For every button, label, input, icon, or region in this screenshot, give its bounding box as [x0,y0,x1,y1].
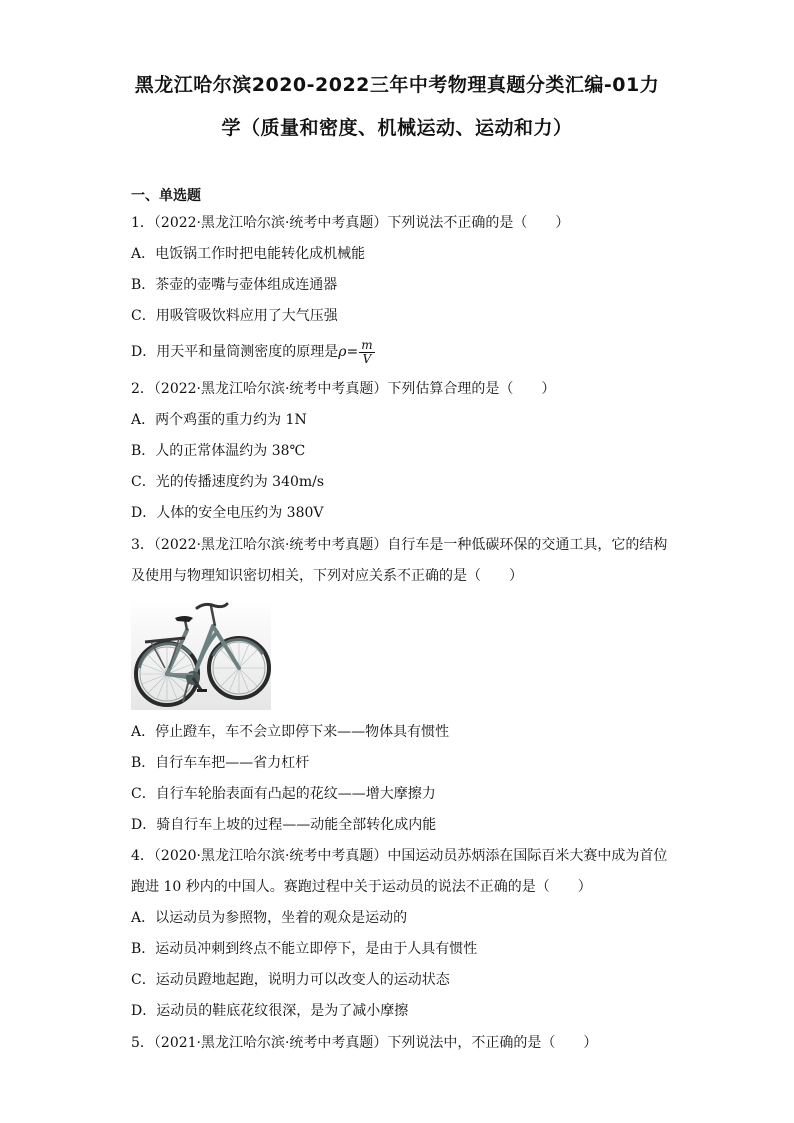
section-heading: 一、单选题 [131,188,201,204]
question-2-option-d: D．人体的安全电压约为 380V [131,505,324,521]
fraction-numerator: m [361,337,373,352]
question-3-stem-line1: 3．（2022·黑龙江哈尔滨·统考中考真题）自行车是一种低碳环保的交通工具，它的结构 [131,537,668,553]
bicycle-image [131,598,271,710]
question-5-stem: 5．（2021·黑龙江哈尔滨·统考中考真题）下列说法中，不正确的是（ ） [131,1035,598,1051]
question-2-option-c: C．光的传播速度约为 340m/s [131,474,325,490]
question-4-stem-line1: 4．（2020·黑龙江哈尔滨·统考中考真题）中国运动员苏炳添在国际百米大赛中成为首位 [131,848,668,864]
page-title-line2: 学（质量和密度、机械运动、运动和力） [221,117,573,139]
question-3-option-d: D．骑自行车上坡的过程——动能全部转化成内能 [131,817,437,833]
question-2-option-b: B．人的正常体温约为 38℃ [131,443,306,459]
question-4-option-c: C．运动员蹬地起跑，说明力可以改变人的运动状态 [131,972,450,988]
question-4-option-a: A．以运动员为参照物，坐着的观众是运动的 [131,910,408,926]
question-2-option-a: A．两个鸡蛋的重力约为 1N [131,412,307,428]
question-3-stem-line2: 及使用与物理知识密切相关，下列对应关系不正确的是（ ） [131,568,523,584]
question-1-option-a: A．电饭锅工作时把电能转化成机械能 [131,246,366,262]
fraction-denominator: V [362,351,372,366]
question-1-option-b: B．茶壶的壶嘴与壶体组成连通器 [131,277,338,293]
question-4-stem-line2: 跑进 10 秒内的中国人。赛跑过程中关于运动员的说法不正确的是（ ） [131,879,592,895]
option-d-text: D．用天平和量筒测密度的原理是 [131,344,339,360]
question-1-option-d [131,338,375,366]
page-title-line1: 黑龙江哈尔滨2020-2022三年中考物理真题分类汇编-01力 [134,74,660,96]
question-4-option-d: D．运动员的鞋底花纹很深，是为了减小摩擦 [131,1003,409,1019]
question-3-option-c: C．自行车轮胎表面有凸起的花纹——增大摩擦力 [131,786,436,802]
question-4-option-b: B．运动员冲刺到终点不能立即停下，是由于人具有惯性 [131,941,478,957]
question-3-option-b: B．自行车车把——省力杠杆 [131,755,310,771]
question-1-option-c: C．用吸管吸饮料应用了大气压强 [131,308,338,324]
question-1-stem: 1．（2022·黑龙江哈尔滨·统考中考真题）下列说法不正确的是（ ） [131,215,570,231]
density-fraction [359,339,374,366]
question-3-option-a: A．停止蹬车，车不会立即停下来——物体具有惯性 [131,724,450,740]
question-2-stem: 2．（2022·黑龙江哈尔滨·统考中考真题）下列估算合理的是（ ） [131,381,556,397]
density-formula-lhs: ρ= [338,344,359,360]
